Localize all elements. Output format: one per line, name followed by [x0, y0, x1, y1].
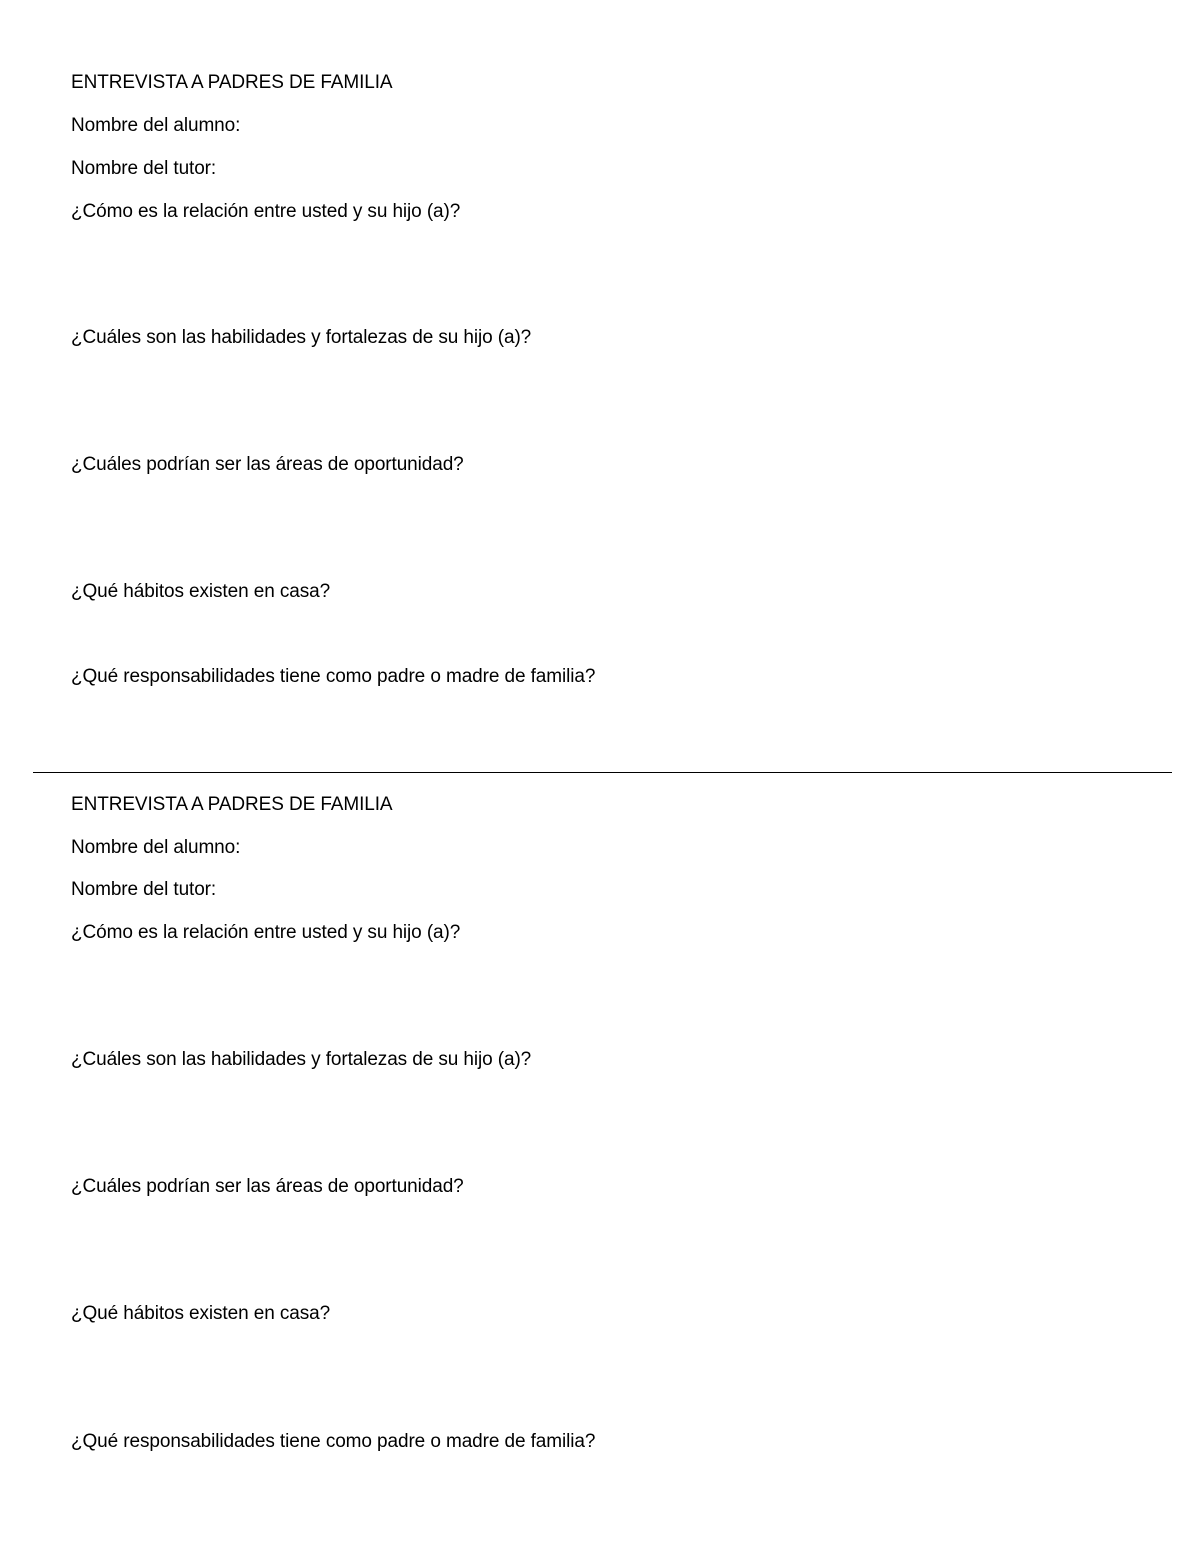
question-home-habits: ¿Qué hábitos existen en casa?: [71, 581, 331, 602]
question-relationship: ¿Cómo es la relación entre usted y su hijo (a)?: [71, 201, 461, 222]
cut-line-divider: [33, 772, 1172, 773]
question-relationship: ¿Cómo es la relación entre usted y su hijo (a)?: [71, 922, 461, 943]
question-strengths: ¿Cuáles son las habilidades y fortalezas de su hijo (a)?: [71, 327, 532, 348]
question-opportunity-areas: ¿Cuáles podrían ser las áreas de oportunidad?: [71, 1176, 464, 1197]
student-name-label: Nombre del alumno:: [71, 115, 241, 136]
question-strengths: ¿Cuáles son las habilidades y fortalezas de su hijo (a)?: [71, 1049, 532, 1070]
question-home-habits: ¿Qué hábitos existen en casa?: [71, 1303, 331, 1324]
form-title: ENTREVISTA A PADRES DE FAMILIA: [71, 72, 393, 93]
tutor-name-label: Nombre del tutor:: [71, 158, 217, 179]
question-parent-responsibilities: ¿Qué responsabilidades tiene como padre o madre de familia?: [71, 666, 596, 687]
question-opportunity-areas: ¿Cuáles podrían ser las áreas de oportunidad?: [71, 454, 464, 475]
student-name-label: Nombre del alumno:: [71, 837, 241, 858]
form-title: ENTREVISTA A PADRES DE FAMILIA: [71, 794, 393, 815]
tutor-name-label: Nombre del tutor:: [71, 879, 217, 900]
question-parent-responsibilities: ¿Qué responsabilidades tiene como padre o madre de familia?: [71, 1431, 596, 1452]
